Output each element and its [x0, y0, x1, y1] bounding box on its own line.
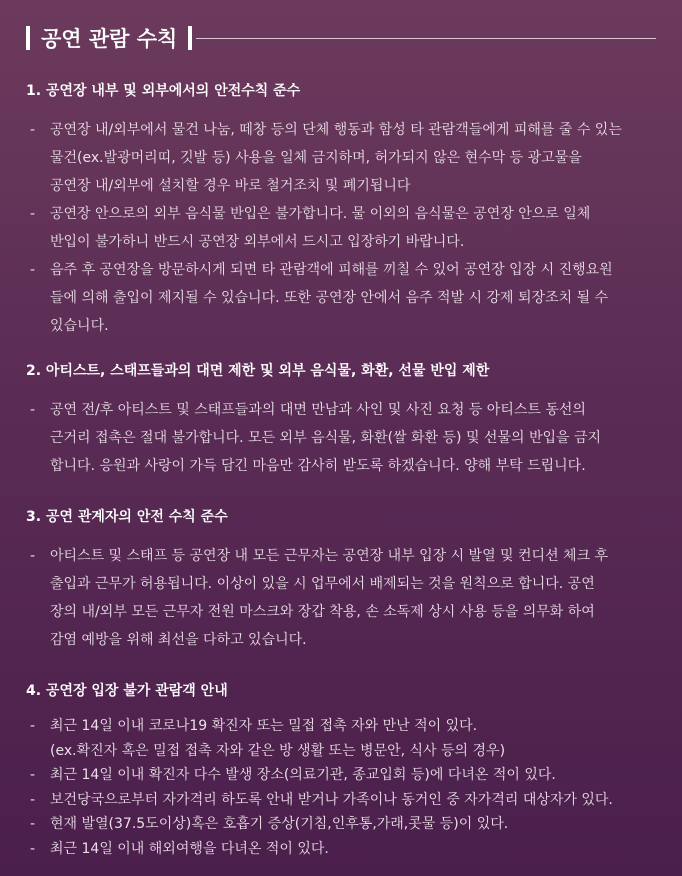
item-line: 근거리 접촉은 절대 불가합니다. 모든 외부 음식물, 화환(쌀 화환 등) 및 선물의 반입을 금지 [50, 430, 602, 446]
dash-marker: - [30, 402, 36, 418]
list-item [26, 396, 656, 480]
dash-marker: - [30, 206, 36, 222]
dash-marker: - [30, 122, 36, 138]
item-line: 물건(ex.발광머리띠, 깃발 등) 사용을 일체 금지하며, 허가되지 않은 현수막 등 광고물을 [50, 150, 582, 166]
dash-marker: - [30, 791, 36, 808]
dash-marker: - [30, 767, 36, 783]
title-left-bar [26, 26, 30, 50]
list-item [26, 200, 656, 256]
item-line: 아티스트 및 스태프 등 공연장 내 모든 근무자는 공연장 내부 입장 시 발열 및 컨디션 체크 후 [50, 548, 609, 564]
list-item [26, 788, 656, 813]
section-heading: 2. 아티스트, 스태프들과의 대면 제한 및 외부 음식물, 화환, 선물 반입 제한 [26, 363, 490, 379]
item-line: 장의 내/외부 모든 근무자 전원 마스크와 장갑 착용, 손 소독제 상시 사용 등을 의무화 하여 [50, 604, 595, 620]
item-line: 있습니다. [50, 318, 109, 334]
page-title: 공연 관람 수칙 [41, 27, 178, 51]
item-line: 음주 후 공연장을 방문하시게 되면 타 관람객에 피해를 끼칠 수 있어 공연장 입장 시 진행요원 [50, 262, 613, 278]
item-line: 출입과 근무가 허용됩니다. 이상이 있을 시 업무에서 배제되는 것을 원칙으로 합니다. 공연 [50, 576, 595, 592]
section-4 [26, 680, 656, 861]
item-line: 반입이 불가하니 반드시 공연장 외부에서 드시고 입장하기 바랍니다. [50, 234, 465, 250]
dash-marker: - [30, 548, 36, 564]
section-3 [26, 506, 656, 654]
list-item [26, 763, 656, 788]
list-item [26, 256, 656, 340]
item-line: 최근 14일 이내 확진자 다수 발생 장소(의료기관, 종교입회 등)에 다녀온 적이 있다. [50, 767, 556, 783]
dash-marker: - [30, 718, 36, 734]
dash-marker: - [30, 816, 36, 832]
dash-marker: - [30, 840, 36, 857]
list-item [26, 837, 656, 862]
item-line: 공연 전/후 아티스트 및 스태프들과의 대면 만남과 사인 및 사진 요청 등 아티스트 동선의 [50, 402, 586, 418]
item-line: 공연장 내/외부에 설치할 경우 바로 철거조치 및 폐기됩니다 [50, 178, 411, 194]
title-bar [26, 18, 656, 58]
title-divider-line [196, 38, 656, 39]
item-line: 최근 14일 이내 해외여행을 다녀온 적이 있다. [50, 840, 329, 857]
item-line: 현재 발열(37.5도이상)혹은 호흡기 증상(기침,인후통,가래,콧물 등)이 있다. [50, 816, 509, 832]
section-1 [26, 80, 656, 340]
title-right-bar [188, 26, 192, 50]
list-item [26, 116, 656, 200]
item-line: 공연장 내/외부에서 물건 나눔, 떼창 등의 단체 행동과 함성 타 관람객들에게 피해를 줄 수 있는 [50, 122, 622, 138]
list-item [26, 542, 656, 654]
item-line: 최근 14일 이내 코로나19 확진자 또는 밀접 접촉 자와 만난 적이 있다. [50, 718, 478, 734]
section-heading: 4. 공연장 입장 불가 관람객 안내 [26, 683, 228, 699]
section-heading: 3. 공연 관계자의 안전 수칙 준수 [26, 509, 228, 525]
item-line: 공연장 안으로의 외부 음식물 반입은 불가합니다. 물 이외의 음식물은 공연장 안으로 일체 [50, 206, 591, 222]
item-line: 합니다. 응원과 사랑이 가득 담긴 마음만 감사히 받도록 하겠습니다. 양해 부탁 드립니다. [50, 458, 586, 474]
list-item [26, 812, 656, 837]
section-heading: 1. 공연장 내부 및 외부에서의 안전수칙 준수 [26, 83, 301, 99]
item-line: 보건당국으로부터 자가격리 하도록 안내 받거나 가족이나 동거인 중 자가격리 대상자가 있다. [50, 791, 613, 808]
dash-marker: - [30, 262, 36, 278]
list-item [26, 714, 656, 763]
item-line: 들에 의해 출입이 제지될 수 있습니다. 또한 공연장 안에서 음주 적발 시 강제 퇴장조치 될 수 [50, 290, 609, 306]
item-line: (ex.확진자 혹은 밀접 접촉 자와 같은 방 생활 또는 병문안, 식사 등의 경우) [50, 742, 506, 759]
section-2 [26, 360, 656, 480]
item-line: 감염 예방을 위해 최선을 다하고 있습니다. [50, 632, 307, 648]
